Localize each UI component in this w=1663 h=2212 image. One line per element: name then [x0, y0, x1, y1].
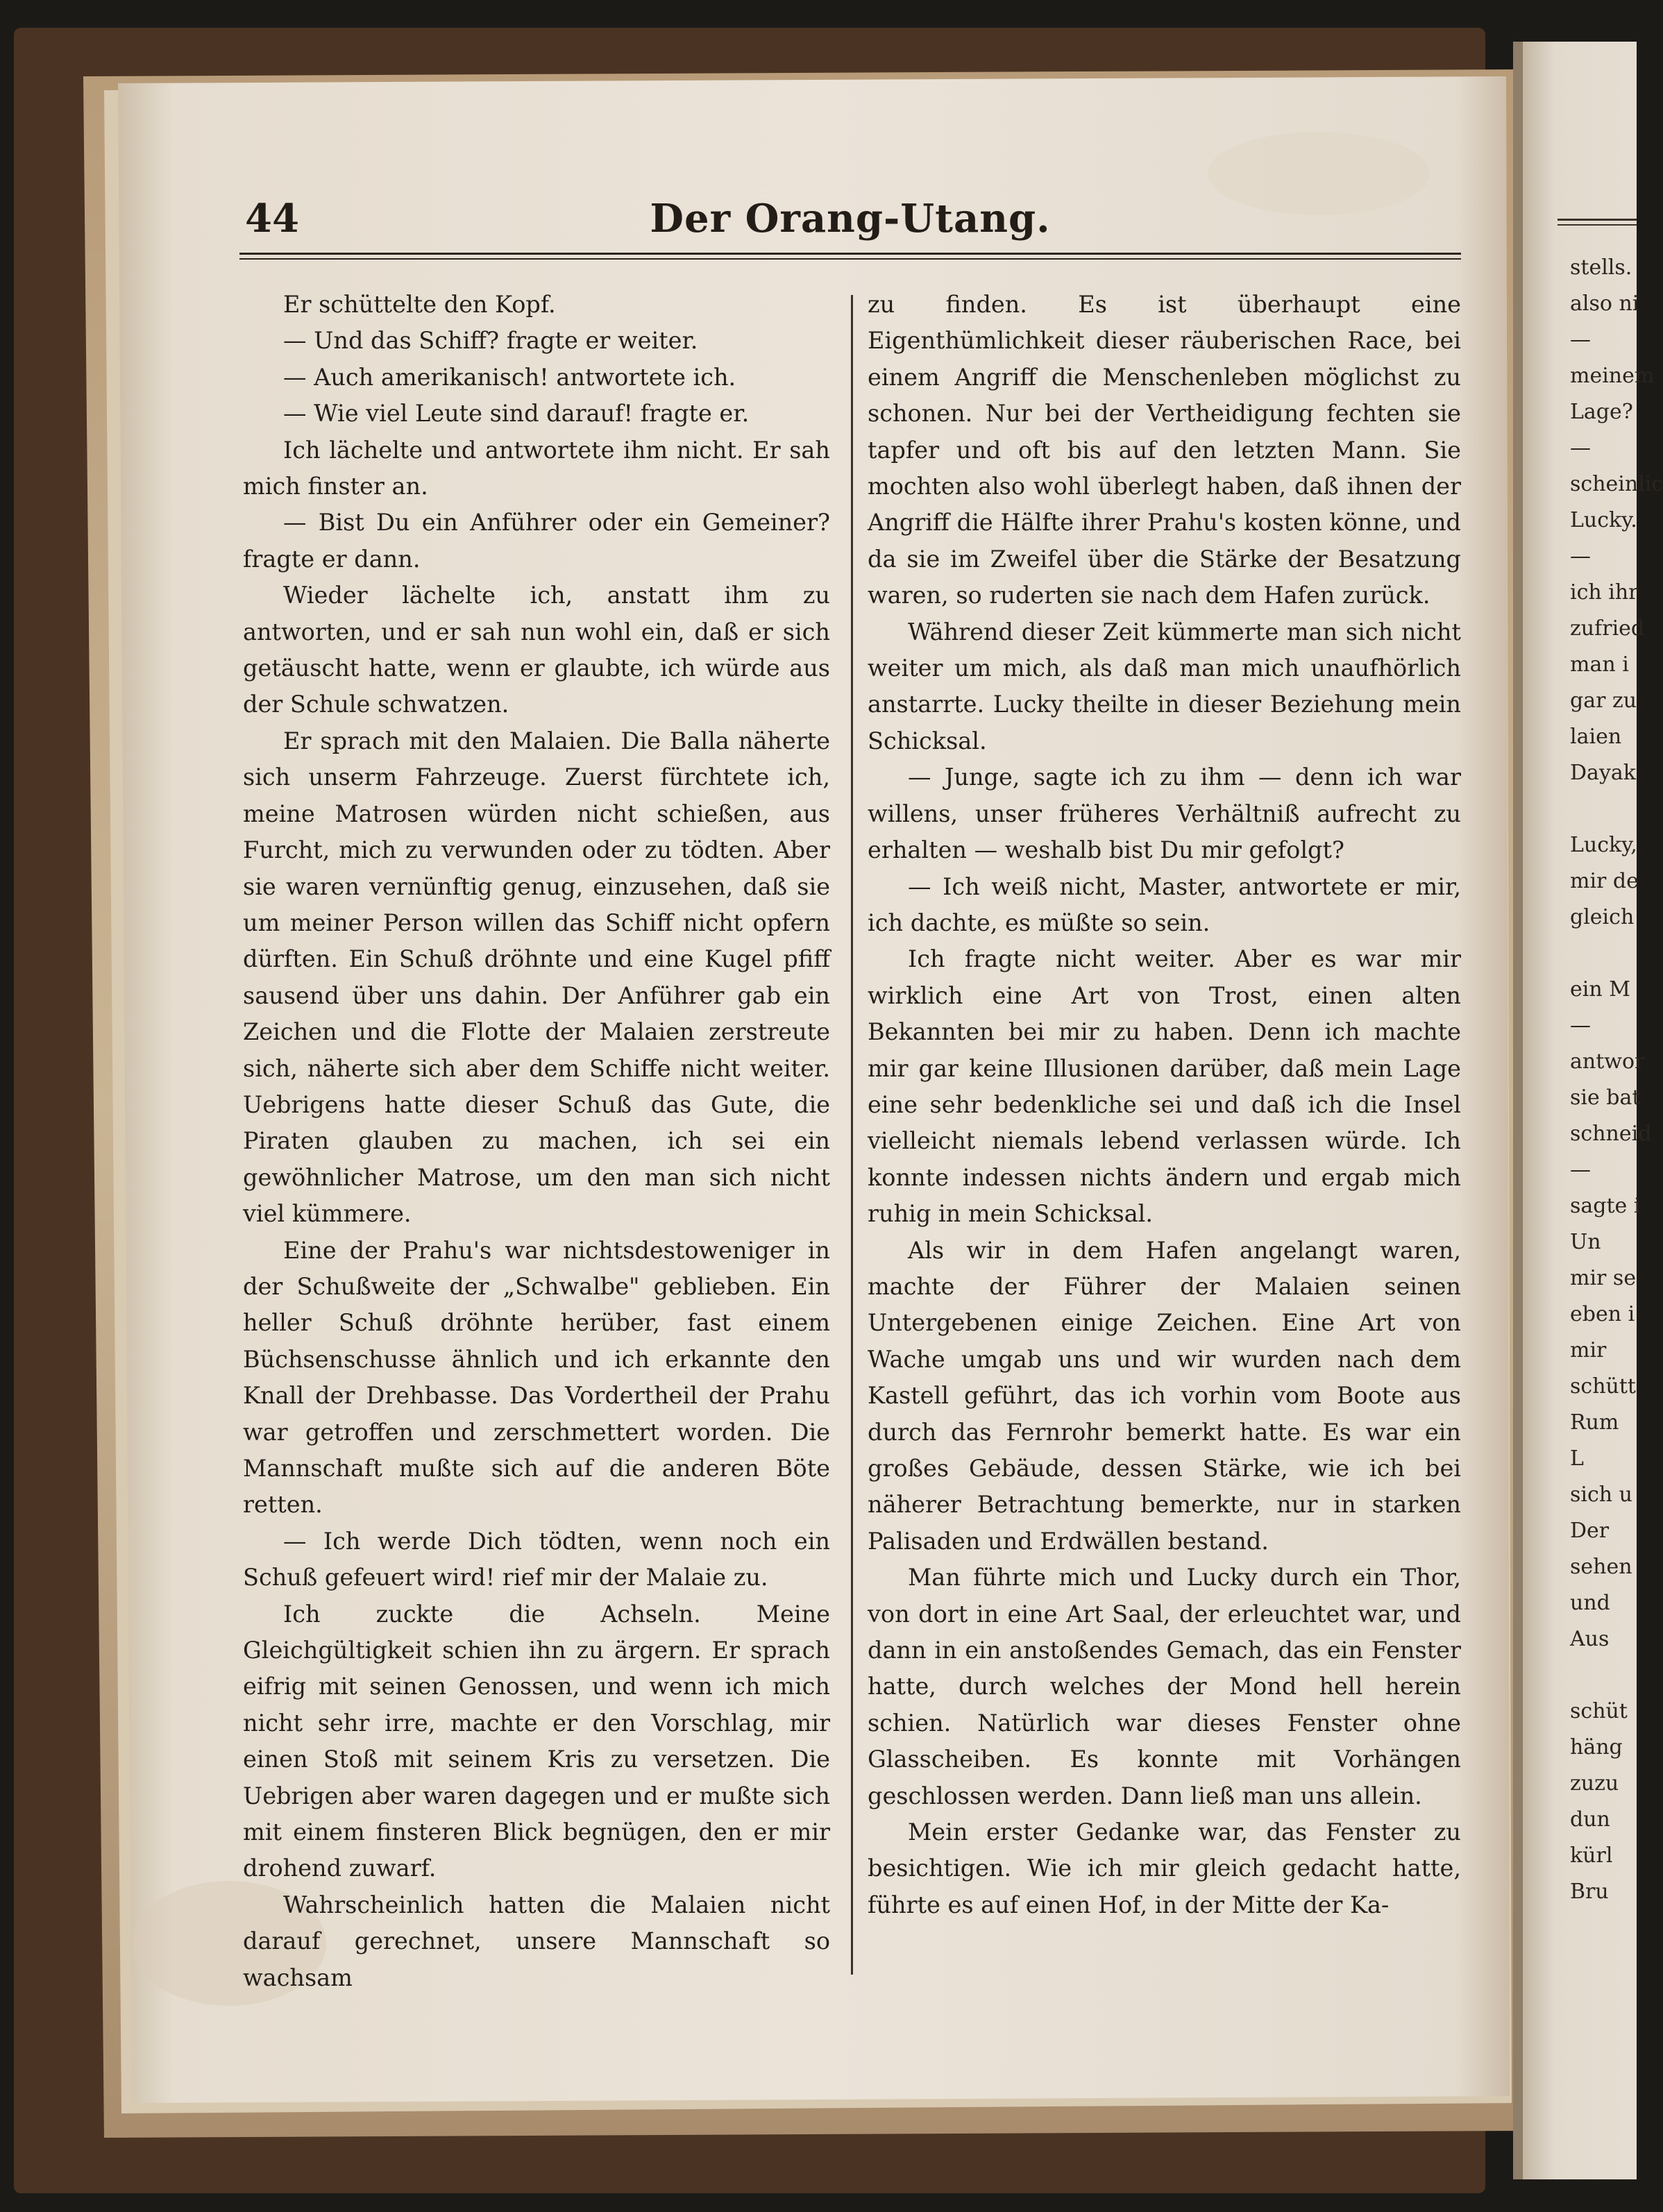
facing-page-line: stells. [1570, 255, 1632, 280]
paragraph: Ich fragte nicht weiter. Aber es war mir wirklich eine Art von Trost, einen alten Bekannten bei mir zu haben. Denn ich machte mir gar keine Illusionen darüber, daß mein Lage eine sehr bedenkliche sei und daß ich die Insel vielleicht niemals lebend verlassen würde. Ich konnte indessen nichts ändern und ergab mich ruhig in mein Schicksal. [868, 945, 1461, 1228]
facing-page-line: sehen [1570, 1555, 1632, 1579]
facing-page-line: — [1570, 1158, 1591, 1182]
header-rule [239, 253, 1461, 255]
paragraph: — Ich werde Dich tödten, wenn noch ein Schuß gefeuert wird! rief mir der Malaie zu. [243, 1527, 830, 1592]
left-text-column [243, 287, 830, 1994]
facing-page-line: — [1570, 436, 1591, 460]
facing-page-line: mir de [1570, 869, 1639, 893]
facing-page-line: mir se [1570, 1266, 1637, 1290]
facing-page-line: L [1570, 1446, 1584, 1471]
paragraph: Wieder lächelte ich, anstatt ihm zu antworten, und er sah nun wohl ein, daß er sich getäuscht hatte, wenn er glaubte, ich würde aus der Schule schwatzen. [243, 582, 830, 718]
paragraph: — Wie viel Leute sind darauf! fragte er. [283, 400, 750, 428]
facing-page-line: — [1570, 1013, 1591, 1038]
paragraph: zu finden. Es ist überhaupt eine Eigenthümlichkeit dieser räuberischen Race, bei einem Angriff die Menschenleben möglichst zu schonen. Nur bei der Vertheidigung fechten sie tapfer und oft bis auf den letzten Mann. Sie mochten also wohl überlegt haben, daß ihnen der Angriff die Hälfte ihrer Prahu's kosten könne, und da sie im Zweifel über die Stärke der Besatzung waren, so ruderten sie nach dem Hafen zurück. [868, 291, 1461, 609]
facing-page-line [1570, 936, 1632, 972]
facing-page-line: Un [1570, 1230, 1601, 1254]
facing-page-line: häng [1570, 1735, 1623, 1759]
facing-page-line: zuzu [1570, 1771, 1619, 1796]
paragraph: Er sprach mit den Malaien. Die Balla näherte sich unserm Fahrzeuge. Zuerst fürchtete ich, meine Matrosen würden nicht schießen, aus Furcht, mich zu verwunden oder zu tödten. Aber sie waren vernünftig genug, einzusehen, daß sie um meiner Person willen das Schiff nicht opfern dürften. Ein Schuß dröhnte und eine Kugel pfiff sausend über uns dahin. Der Anführer gab ein Zeichen und die Flotte der Malaien zerstreute sich, näherte sich aber dem Schiffe nicht weiter. Uebrigens hatte dieser Schuß das Gute, die Piraten glauben zu machen, ich sei ein gewöhnlicher Matrose, um den man sich nicht viel kümmere. [243, 727, 830, 1228]
facing-page-line: Lage? [1570, 400, 1633, 424]
facing-page-line: — [1570, 544, 1591, 568]
facing-page-line: und [1570, 1591, 1610, 1615]
facing-page-line: schneid [1570, 1122, 1652, 1146]
facing-page-line: gar zu [1570, 689, 1637, 713]
facing-page-line: gleich [1570, 905, 1635, 929]
paragraph: Als wir in dem Hafen angelangt waren, machte der Führer der Malaien seinen Untergebenen einige Zeichen. Eine Art von Wache umgab uns und wir wurden nach dem Kastell geführt, das ich vorhin vom Boote aus durch das Fernrohr bemerkt hatte. Es war ein großes Gebäude, dessen Stärke, wie ich bei näherer Betrachtung bemerkte, nur in starken Palisaden und Erdwällen bestand. [868, 1236, 1461, 1555]
facing-page-line: Bru [1570, 1880, 1609, 1904]
paragraph: — Junge, sagte ich zu ihm — denn ich war willens, unser früheres Verhältniß aufrecht zu erhalten — weshalb bist Du mir gefolgt? [868, 763, 1461, 864]
facing-page-fragment [1570, 250, 1663, 1964]
paragraph: Er schüttelte den Kopf. [283, 291, 556, 318]
paragraph: Ich lächelte und antwortete ihm nicht. Er sah mich finster an. [243, 436, 830, 500]
facing-page-line: schütt [1570, 1374, 1636, 1399]
paragraph: Wahrscheinlich hatten die Malaien nicht darauf gerechnet, unsere Mannschaft so wachsam [243, 1891, 830, 1991]
facing-page-line: Aus [1570, 1627, 1610, 1651]
running-head: Der Orang-Utang. [650, 196, 1051, 242]
facing-page-line: — [1570, 328, 1591, 352]
facing-page-line: Lucky. [1570, 508, 1637, 532]
facing-page-line: Rum [1570, 1410, 1619, 1435]
facing-page-line: laien [1570, 725, 1622, 749]
facing-page-line: kürl [1570, 1843, 1613, 1868]
facing-page-line: sich u [1570, 1483, 1632, 1507]
facing-page-line: zufried [1570, 616, 1645, 641]
paragraph: Während dieser Zeit kümmerte man sich nicht weiter um mich, als daß man mich unaufhörlich anstarrte. Lucky theilte in dieser Beziehung mein Schicksal. [868, 618, 1461, 754]
facing-page-line [1570, 1657, 1632, 1694]
facing-page-line: Der [1570, 1519, 1610, 1543]
paragraph: — Und das Schiff? fragte er weiter. [283, 327, 698, 355]
facing-page-line: Dayak [1570, 761, 1636, 785]
facing-page-line: sie bat [1570, 1086, 1641, 1110]
facing-page-line: sagte i [1570, 1194, 1641, 1218]
paragraph: Man führte mich und Lucky durch ein Thor, von dort in eine Art Saal, der erleuchtet war, und dann in ein anstoßendes Gemach, das ein Fenster hatte, durch welches der Mond hell herein schien. Natürlich war dieses Fenster ohne Glasscheiben. Es konnte mit Vorhängen geschlossen werden. Dann ließ man uns allein. [868, 1564, 1461, 1809]
page-number: 44 [245, 196, 299, 242]
page-header [239, 196, 1461, 258]
facing-page-line: ich ihr [1570, 580, 1639, 605]
facing-page-line: schüt [1570, 1699, 1628, 1723]
facing-page-line: dun [1570, 1807, 1610, 1832]
paragraph: — Ich weiß nicht, Master, antwortete er mir, ich dachte, es müßte so sein. [868, 872, 1461, 936]
facing-page-line: scheinlic [1570, 472, 1663, 496]
facing-page-line: ein M [1570, 977, 1630, 1002]
facing-page-line: Lucky, [1570, 833, 1637, 857]
facing-page-line: mir [1570, 1338, 1607, 1362]
paragraph: Eine der Prahu's war nichtsdestoweniger in der Schußweite der „Schwalbe" geblieben. Ein heller Schuß dröhnte herüber, fast einem Büchsenschusse ähnlich und ich erkannte den Knall der Drehbasse. Das Vordertheil der Prahu war getroffen und zerschmettert worden. Die Mannschaft mußte sich auf die anderen Böte retten. [243, 1236, 830, 1519]
facing-page-line [1570, 791, 1632, 827]
paragraph: — Bist Du ein Anführer oder ein Gemeiner? fragte er dann. [243, 509, 830, 573]
paragraph: — Auch amerikanisch! antwortete ich. [283, 363, 736, 391]
paragraph: Ich zuckte die Achseln. Meine Gleichgültigkeit schien ihn zu ärgern. Er sprach eifrig mit seinen Genossen, und wenn ich mich nicht sehr irre, machte er den Vorschlag, mir einen Stoß mit seinem Kris zu versetzen. Die Uebrigen aber waren dagegen und er mußte sich mit einem finsteren Blick begnügen, den er mir drohend zuwarf. [243, 1600, 830, 1882]
facing-page-line: eben i [1570, 1302, 1635, 1326]
paragraph: Mein erster Gedanke war, das Fenster zu besichtigen. Wie ich mir gleich gedacht hatte, führte es auf einen Hof, in der Mitte der Ka- [868, 1818, 1461, 1918]
facing-page-line: also ni [1570, 292, 1639, 316]
facing-page-line: meinem [1570, 364, 1655, 388]
header-rule-thin [239, 258, 1461, 260]
facing-page-line: antwor [1570, 1049, 1645, 1074]
column-divider [851, 295, 853, 1975]
facing-page-line: man i [1570, 652, 1629, 677]
right-text-column [868, 287, 1461, 1994]
